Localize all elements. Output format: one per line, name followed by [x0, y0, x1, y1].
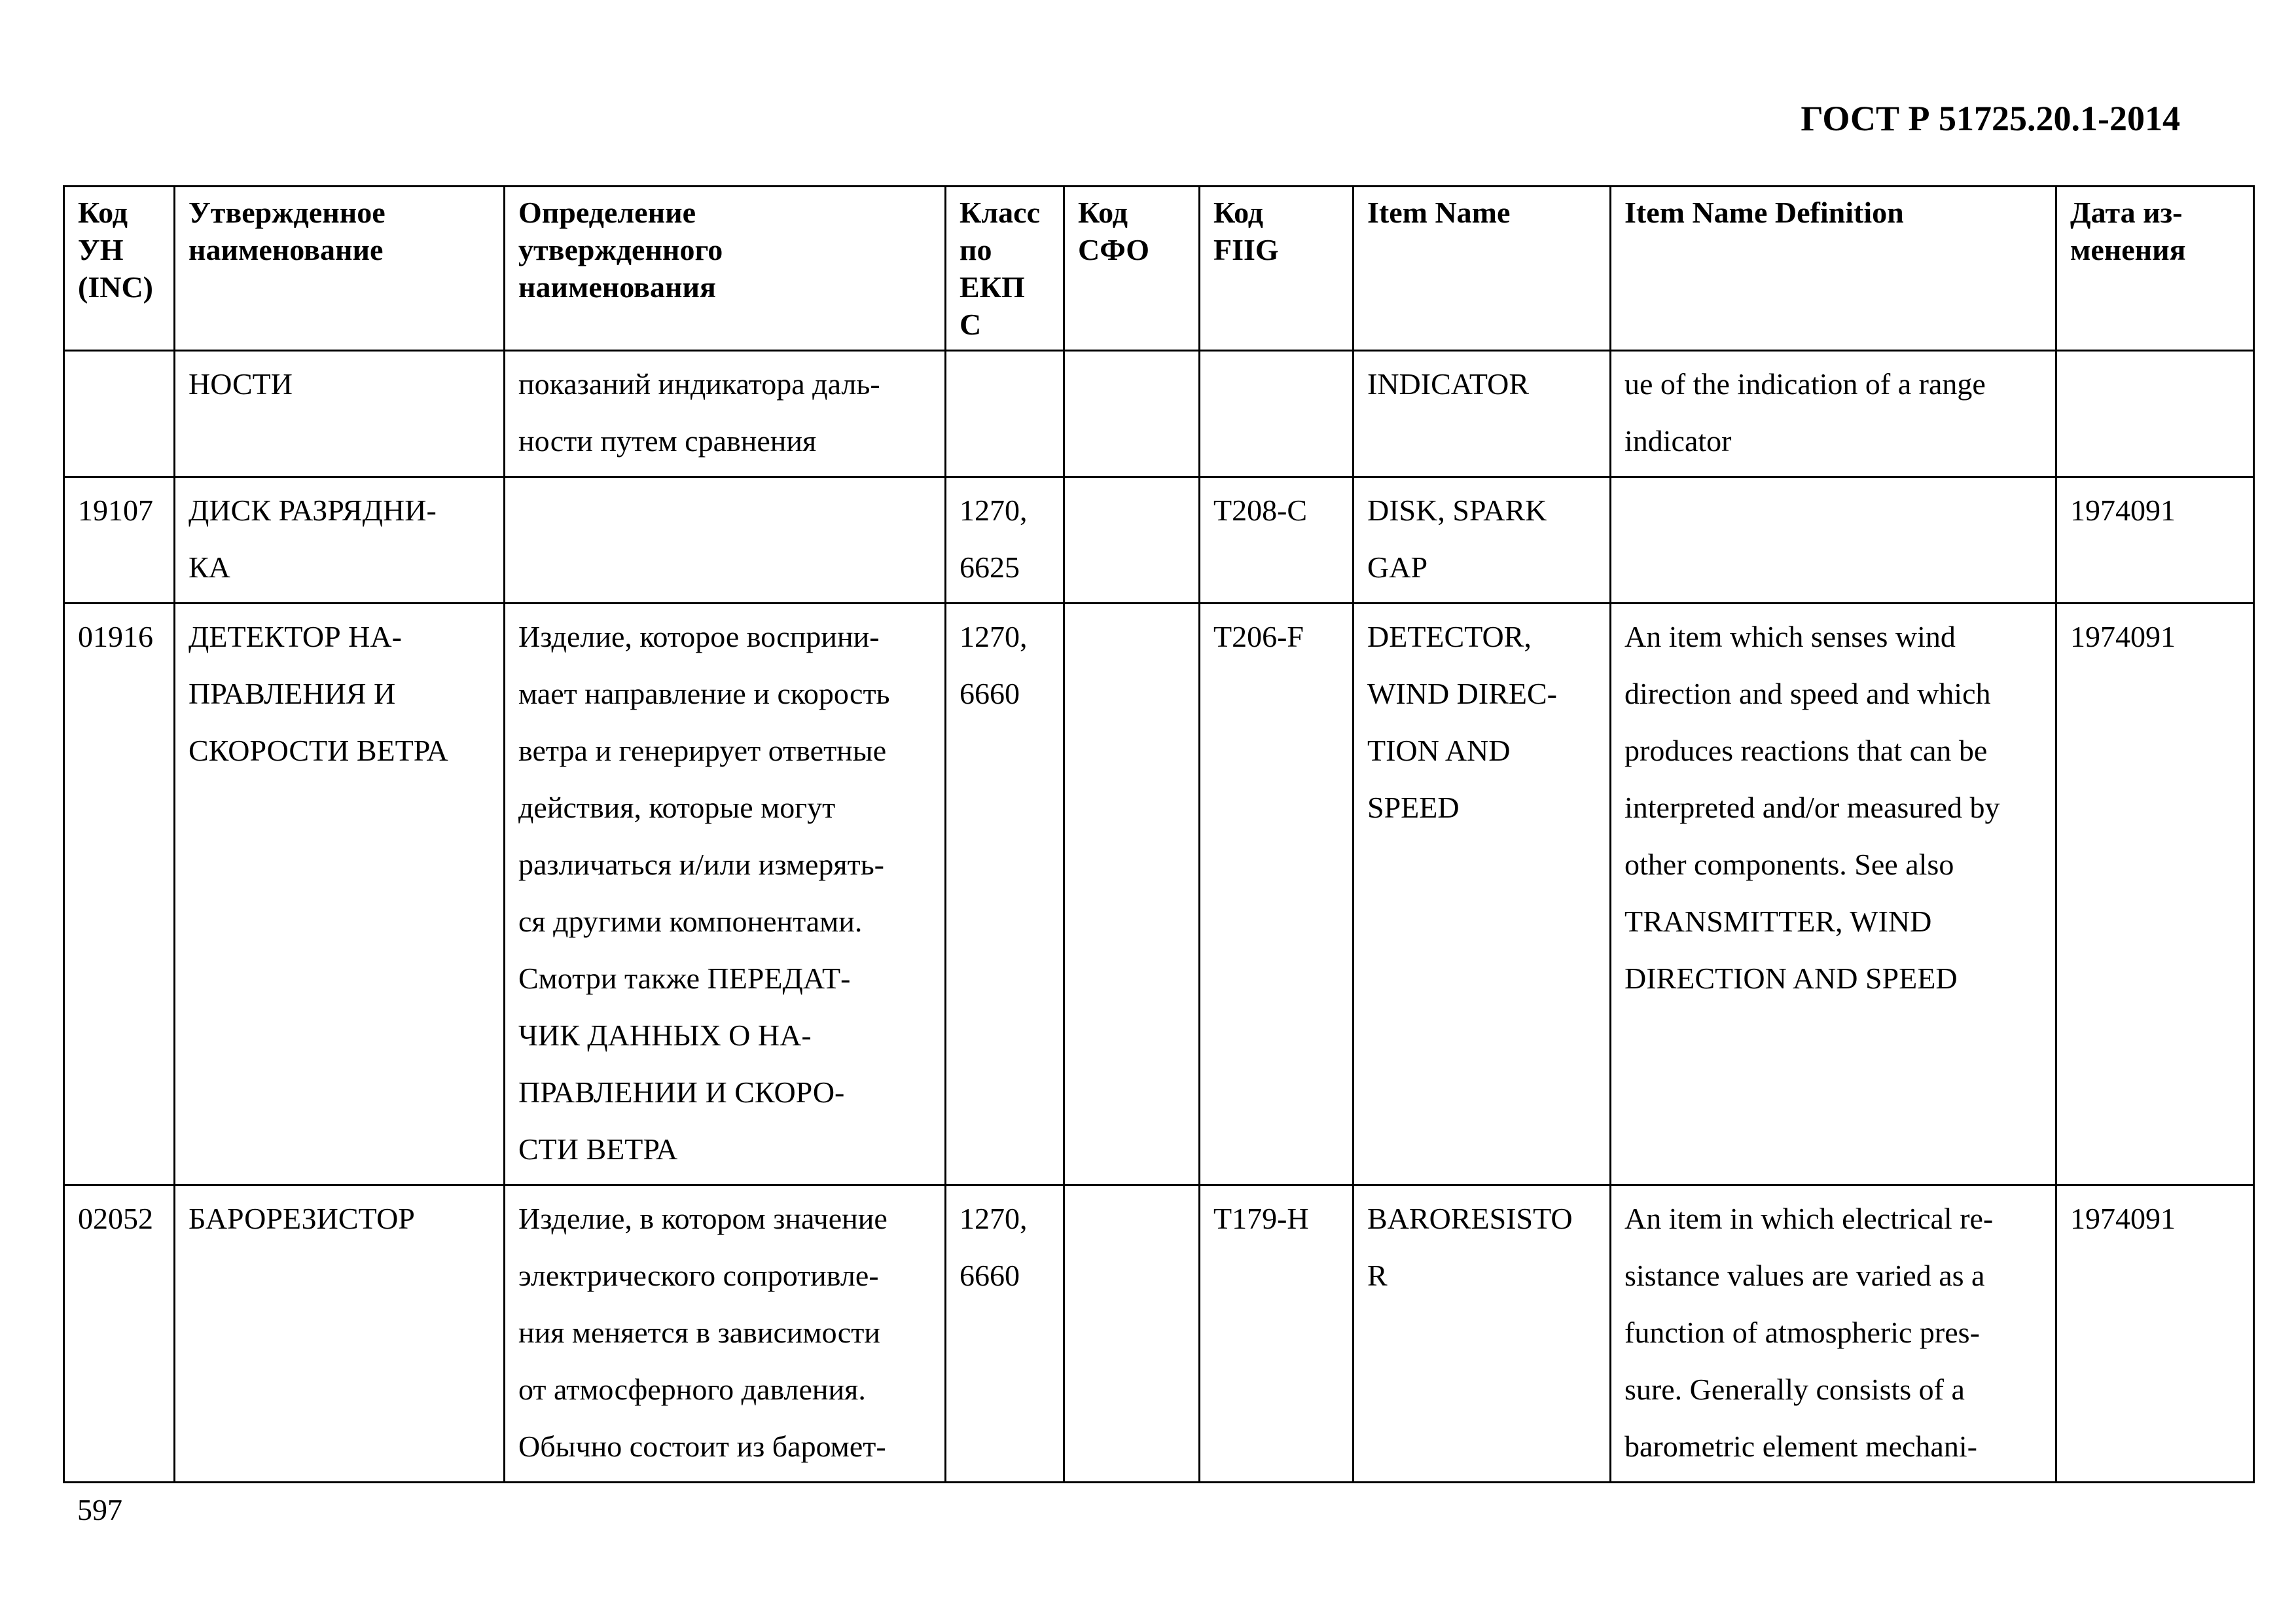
- cell-fiig-code: T179-H: [1200, 1185, 1354, 1483]
- column-header-fiig-code: Код FIIG: [1200, 187, 1354, 351]
- cell-item-name-definition: An item which senses wind direction and speed and which produces reactions that can be interpreted and/or measured by other components. See also TRANSMITTER, WIND DIRECTION AND SPEED: [1611, 604, 2056, 1185]
- cell-change-date: 1974091: [2056, 1185, 2254, 1483]
- cell-approved-name: ДЕТЕКТОР НА- ПРАВЛЕНИЯ И СКОРОСТИ ВЕТРА: [175, 604, 505, 1185]
- cell-item-name-definition: [1611, 477, 2056, 604]
- cell-fiig-code: T206-F: [1200, 604, 1354, 1185]
- column-header-ekps-class: Класс по ЕКП С: [946, 187, 1064, 351]
- cell-name-definition: [505, 477, 946, 604]
- cell-ekps-class: 1270, 6625: [946, 477, 1064, 604]
- cell-item-name: DISK, SPARK GAP: [1354, 477, 1611, 604]
- cell-item-name: BARORESISTO R: [1354, 1185, 1611, 1483]
- table-row: [64, 604, 2254, 1185]
- page-number: 597: [77, 1493, 122, 1526]
- column-header-approved-name: Утвержденное наименование: [175, 187, 505, 351]
- column-header-inc: Код УН (INC): [64, 187, 175, 351]
- catalog-table: [63, 185, 2255, 1483]
- cell-fiig-code: [1200, 351, 1354, 477]
- cell-approved-name: НОСТИ: [175, 351, 505, 477]
- cell-item-name-definition: ue of the indication of a range indicator: [1611, 351, 2056, 477]
- cell-change-date: 1974091: [2056, 604, 2254, 1185]
- column-header-change-date: Дата из- менения: [2056, 187, 2254, 351]
- cell-sfo-code: [1064, 477, 1200, 604]
- cell-inc: 02052: [64, 1185, 175, 1483]
- cell-approved-name: БАРОРЕЗИСТОР: [175, 1185, 505, 1483]
- cell-item-name: DETECTOR, WIND DIREC- TION AND SPEED: [1354, 604, 1611, 1185]
- cell-name-definition: показаний индикатора даль- ности путем сравнения: [505, 351, 946, 477]
- table-row: [64, 351, 2254, 477]
- table-row: [64, 477, 2254, 604]
- cell-ekps-class: 1270, 6660: [946, 1185, 1064, 1483]
- cell-inc: 01916: [64, 604, 175, 1185]
- column-header-sfo-code: Код СФО: [1064, 187, 1200, 351]
- cell-ekps-class: [946, 351, 1064, 477]
- cell-name-definition: Изделие, которое восприни- мает направление и скорость ветра и генерирует ответные действия, которые могут различаться и/или измерять- ся другими компонентами. Смотри также ПЕРЕДАТ- ЧИК ДАННЫХ О НА- ПРАВЛЕНИИ И СКОРО- СТИ ВЕТРА: [505, 604, 946, 1185]
- cell-sfo-code: [1064, 604, 1200, 1185]
- cell-sfo-code: [1064, 1185, 1200, 1483]
- cell-approved-name: ДИСК РАЗРЯДНИ- КА: [175, 477, 505, 604]
- column-header-name-definition: Определение утвержденного наименования: [505, 187, 946, 351]
- cell-fiig-code: T208-C: [1200, 477, 1354, 604]
- cell-change-date: [2056, 351, 2254, 477]
- cell-change-date: 1974091: [2056, 477, 2254, 604]
- cell-sfo-code: [1064, 351, 1200, 477]
- table-header-row: [64, 187, 2254, 351]
- cell-ekps-class: 1270, 6660: [946, 604, 1064, 1185]
- cell-inc: [64, 351, 175, 477]
- cell-name-definition: Изделие, в котором значение электрического сопротивле- ния меняется в зависимости от атмосферного давления. Обычно состоит из баромет-: [505, 1185, 946, 1483]
- column-header-item-name-definition: Item Name Definition: [1611, 187, 2056, 351]
- document-code: ГОСТ Р 51725.20.1-2014: [1801, 99, 2180, 138]
- cell-item-name-definition: An item in which electrical re- sistance values are varied as a function of atmospheric pres- sure. Generally consists of a barometric element mechani-: [1611, 1185, 2056, 1483]
- table-row: [64, 1185, 2254, 1483]
- cell-inc: 19107: [64, 477, 175, 604]
- cell-item-name: INDICATOR: [1354, 351, 1611, 477]
- column-header-item-name: Item Name: [1354, 187, 1611, 351]
